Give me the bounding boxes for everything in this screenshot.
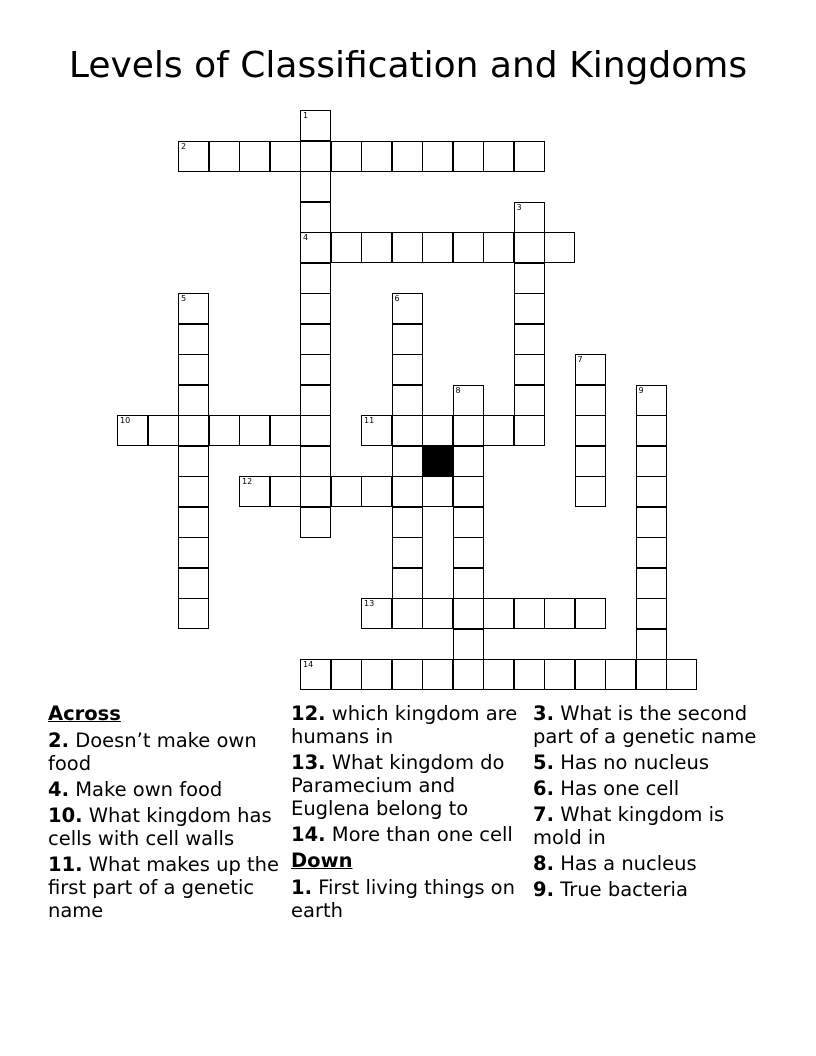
grid-cell[interactable] [514, 202, 545, 233]
grid-cell[interactable] [361, 141, 392, 172]
grid-cell[interactable] [178, 598, 209, 629]
grid-cell[interactable] [605, 659, 636, 690]
grid-cell[interactable] [514, 263, 545, 294]
grid-cell[interactable] [178, 537, 209, 568]
grid-cell[interactable] [453, 141, 484, 172]
grid-cell[interactable] [666, 659, 697, 690]
black-cell [422, 446, 453, 477]
grid-cell[interactable] [483, 598, 514, 629]
grid-cell[interactable] [575, 385, 606, 416]
grid-cell[interactable] [300, 232, 331, 263]
grid-cell[interactable] [575, 476, 606, 507]
grid-cell[interactable] [392, 507, 423, 538]
grid-cell[interactable] [148, 415, 179, 446]
grid-cell[interactable] [514, 415, 545, 446]
grid-cell[interactable] [453, 415, 484, 446]
grid-cell[interactable] [453, 232, 484, 263]
grid-cell[interactable] [483, 659, 514, 690]
grid-cell[interactable] [300, 507, 331, 538]
grid-cell[interactable] [392, 141, 423, 172]
grid-cell[interactable] [422, 659, 453, 690]
down-clue-7: 7. What kingdom is mold in [533, 803, 725, 849]
grid-cell[interactable] [361, 415, 392, 446]
across-clue-13: 13. What kingdom do Paramecium and Euglena belong to [291, 751, 505, 820]
grid-cell[interactable] [514, 324, 545, 355]
grid-cell[interactable] [331, 232, 362, 263]
grid-cell[interactable] [300, 385, 331, 416]
grid-cell[interactable] [239, 476, 270, 507]
cell-number: 12 [242, 477, 253, 486]
grid-cell[interactable] [392, 354, 423, 385]
down-clue-5: 5. Has no nucleus [533, 751, 710, 774]
grid-cell[interactable] [483, 141, 514, 172]
grid-cell[interactable] [636, 507, 667, 538]
grid-cell[interactable] [392, 324, 423, 355]
grid-cell[interactable] [178, 415, 209, 446]
grid-cell[interactable] [636, 659, 667, 690]
grid-cell[interactable] [178, 446, 209, 477]
grid-cell[interactable] [361, 232, 392, 263]
grid-cell[interactable] [239, 415, 270, 446]
grid-cell[interactable] [300, 293, 331, 324]
grid-cell[interactable] [178, 507, 209, 538]
cell-number: 3 [516, 202, 522, 212]
grid-cell[interactable] [514, 659, 545, 690]
cell-number: 6 [394, 294, 400, 303]
cell-number: 1 [303, 111, 309, 120]
grid-cell[interactable] [636, 598, 667, 629]
grid-cell[interactable] [178, 385, 209, 416]
down-heading: Down [291, 849, 353, 872]
across-clue-14: 14. More than one cell [291, 823, 513, 846]
grid-cell[interactable] [209, 415, 240, 446]
grid-cell[interactable] [514, 598, 545, 629]
across-clue-10: 10. What kingdom has cells with cell walls [48, 804, 272, 850]
grid-cell[interactable] [453, 476, 484, 507]
cell-number: 14 [303, 660, 314, 669]
grid-cell[interactable] [392, 385, 423, 416]
grid-cell[interactable] [300, 354, 331, 385]
cell-number: 13 [364, 599, 375, 608]
cell-number: 4 [303, 233, 309, 242]
grid-cell[interactable] [239, 141, 270, 172]
grid-cell[interactable] [300, 202, 331, 233]
grid-cell[interactable] [575, 354, 606, 385]
cell-number: 5 [181, 294, 187, 303]
grid-cell[interactable] [392, 476, 423, 507]
grid-cell[interactable] [514, 354, 545, 385]
grid-cell[interactable] [178, 293, 209, 324]
grid-cell[interactable] [453, 598, 484, 629]
grid-cell[interactable] [300, 110, 331, 141]
grid-cell[interactable] [178, 324, 209, 355]
grid-cell[interactable] [392, 232, 423, 263]
grid-cell[interactable] [331, 659, 362, 690]
grid-cell[interactable] [422, 415, 453, 446]
grid-cell[interactable] [361, 659, 392, 690]
grid-cell[interactable] [300, 446, 331, 477]
grid-cell[interactable] [636, 568, 667, 599]
grid-cell[interactable] [270, 476, 301, 507]
grid-cell[interactable] [117, 415, 148, 446]
cell-number: 11 [364, 416, 375, 425]
down-clue-6: 6. Has one cell [533, 777, 680, 800]
grid-cell[interactable] [392, 568, 423, 599]
grid-cell[interactable] [453, 537, 484, 568]
across-clue-11: 11. What makes up the first part of a genetic name [48, 853, 280, 922]
grid-cell[interactable] [544, 598, 575, 629]
grid-cell[interactable] [514, 141, 545, 172]
cell-number: 8 [455, 385, 461, 395]
grid-cell[interactable] [483, 415, 514, 446]
grid-cell[interactable] [300, 324, 331, 355]
grid-cell[interactable] [422, 476, 453, 507]
across-clue-4: 4. Make own food [48, 778, 223, 801]
grid-cell[interactable] [636, 446, 667, 477]
grid-cell[interactable] [300, 659, 331, 690]
grid-cell[interactable] [300, 141, 331, 172]
grid-cell[interactable] [636, 629, 667, 660]
grid-cell[interactable] [453, 568, 484, 599]
down-clue-8: 8. Has a nucleus [533, 852, 697, 875]
grid-cell[interactable] [178, 568, 209, 599]
clue-column-2 [291, 702, 523, 925]
grid-cell[interactable] [636, 415, 667, 446]
grid-cell[interactable] [392, 598, 423, 629]
grid-cell[interactable] [514, 385, 545, 416]
grid-cell[interactable] [178, 354, 209, 385]
grid-cell[interactable] [300, 263, 331, 294]
grid-cell[interactable] [453, 446, 484, 477]
grid-cell[interactable] [331, 476, 362, 507]
across-clue-12: 12. which kingdom are humans in [291, 702, 518, 748]
grid-cell[interactable] [392, 293, 423, 324]
grid-cell[interactable] [422, 232, 453, 263]
grid-cell[interactable] [178, 141, 209, 172]
grid-cell[interactable] [453, 629, 484, 660]
grid-cell[interactable] [331, 141, 362, 172]
grid-cell[interactable] [514, 232, 545, 263]
grid-cell[interactable] [453, 385, 484, 416]
down-clue-9: 9. True bacteria [533, 878, 688, 901]
grid-cell[interactable] [544, 232, 575, 263]
cell-number: 2 [181, 141, 187, 151]
grid-cell[interactable] [575, 415, 606, 446]
grid-cell[interactable] [422, 598, 453, 629]
grid-cell[interactable] [361, 598, 392, 629]
grid-cell[interactable] [575, 659, 606, 690]
grid-cell[interactable] [300, 415, 331, 446]
grid-cell[interactable] [361, 476, 392, 507]
clue-column-1 [48, 702, 280, 925]
grid-cell[interactable] [392, 415, 423, 446]
grid-cell[interactable] [392, 537, 423, 568]
grid-cell[interactable] [453, 659, 484, 690]
grid-cell[interactable] [575, 446, 606, 477]
grid-cell[interactable] [209, 141, 240, 172]
grid-cell[interactable] [514, 293, 545, 324]
grid-cell[interactable] [178, 476, 209, 507]
down-clue-1: 1. First living things on earth [291, 876, 515, 922]
across-clue-2: 2. Doesn’t make own food [48, 729, 257, 775]
down-clue-3: 3. What is the second part of a genetic name [533, 702, 757, 748]
grid-cell[interactable] [270, 141, 301, 172]
grid-cell[interactable] [422, 141, 453, 172]
cell-number: 9 [638, 385, 644, 395]
grid-cell[interactable] [270, 415, 301, 446]
grid-cell[interactable] [300, 171, 331, 202]
clue-column-3 [533, 702, 765, 904]
grid-cell[interactable] [392, 659, 423, 690]
grid-cell[interactable] [636, 385, 667, 416]
grid-cell[interactable] [636, 537, 667, 568]
grid-cell[interactable] [544, 659, 575, 690]
cell-number: 10 [120, 416, 131, 425]
across-heading: Across [48, 702, 121, 725]
grid-cell[interactable] [392, 446, 423, 477]
page-title: Levels of Classification and Kingdoms [68, 45, 748, 86]
grid-cell[interactable] [636, 476, 667, 507]
grid-cell[interactable] [300, 476, 331, 507]
grid-cell[interactable] [453, 507, 484, 538]
grid-cell[interactable] [483, 232, 514, 263]
cell-number: 7 [577, 355, 583, 364]
grid-cell[interactable] [575, 598, 606, 629]
